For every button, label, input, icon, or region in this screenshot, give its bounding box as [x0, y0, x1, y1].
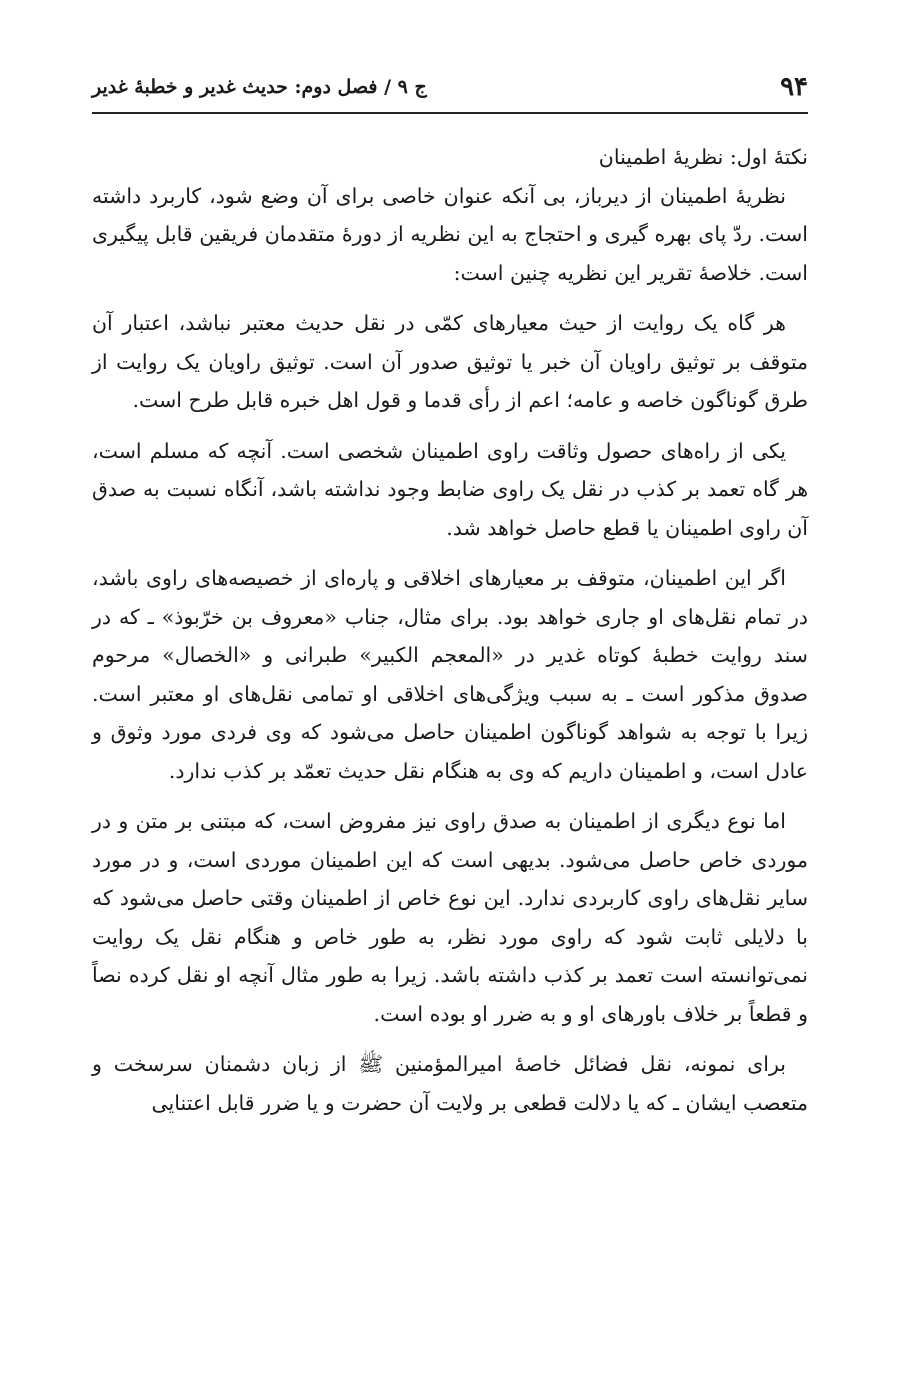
paragraph: نظریهٔ اطمینان از دیرباز، بی آنکه عنوان خاصی برای آن وضع شود، کاربرد داشته است. ردّ پای بهره گیری و احتجاج به این نظریه از دورهٔ متقدمان فریقین قابل پیگیری است. خلاصهٔ تقریر این نظریه چنین است: — [92, 183, 808, 285]
running-title: ج ۹ / فصل دوم: حدیث غدیر و خطبهٔ غدیر — [92, 76, 427, 98]
book-page — [92, 0, 808, 1390]
paragraph: یکی از راه‌های حصول وثاقت راوی اطمینان شخصی است. آنچه که مسلم است، هر گاه تعمد بر کذب در نقل یک راوی ضابط وجود نداشته باشد، آنگاه نسبت به صدق آن راوی اطمینان یا قطع حاصل خواهد شد. — [92, 438, 808, 540]
paragraph: هر گاه یک روایت از حیث معیارهای کمّی در نقل حدیث معتبر نباشد، اعتبار آن متوقف بر توثیق راویان آن خبر یا توثیق صدور آن است. توثیق راویان یک روایت از طرق گوناگون خاصه و عامه؛ اعم از رأی قدما و قول اهل خبره قابل طرح است. — [92, 311, 808, 412]
paragraph: اما نوع دیگری از اطمینان به صدق راوی نیز مفروض است، که مبتنی بر متن و در موردی خاص حاصل می‌شود. بدیهی است که این اطمینان موردی است، و در مورد سایر نقل‌های راوی کاربردی ندارد. این نوع خاص از اطمینان وقتی حاصل می‌شود که با دلایلی ثابت شود که راوی مورد نظر، به طور خاص و هنگام نقل یک روایت نمی‌توانسته است تعمد بر کذب داشته باشد. زیرا به طور مثال آنچه او نقل کرده نصاً و قطعاً بر خلاف باورهای او و به ضرر او بوده است. — [92, 809, 808, 1026]
paragraph: اگر این اطمینان، متوقف بر معیارهای اخلاقی و پاره‌ای از خصیصه‌های راوی باشد، در تمام نقل‌های او جاری خواهد بود. برای مثال، جناب «معروف بن خرّبوذ» ـ که در سند روایت خطبهٔ کوتاه غدیر در «المعجم الکبیر» طبرانی و «الخصال» مرحوم صدوق مذکور است ـ به سبب ویژگی‌های اخلاقی او تمامی نقل‌های او معتبر است. زیرا با توجه به شواهد گوناگون اطمینان حاصل می‌شود که وی فردی مورد وثوق و عادل است، و اطمینان داریم که وی به هنگام نقل حدیث تعمّد بر کذب ندارد. — [92, 566, 808, 783]
page-header — [92, 62, 808, 114]
section-heading: نکتهٔ اول: نظریهٔ اطمینان — [598, 145, 808, 169]
page-content — [92, 138, 808, 1122]
paragraph: برای نمونه، نقل فضائل خاصهٔ امیرالمؤمنین ﷺ از زبان دشمنان سرسخت و متعصب ایشان ـ که یا دلالت قطعی بر ولایت آن حضرت و یا ضرر قابل اعتنایی — [92, 1052, 808, 1115]
page-number: ۹۴ — [780, 72, 808, 102]
